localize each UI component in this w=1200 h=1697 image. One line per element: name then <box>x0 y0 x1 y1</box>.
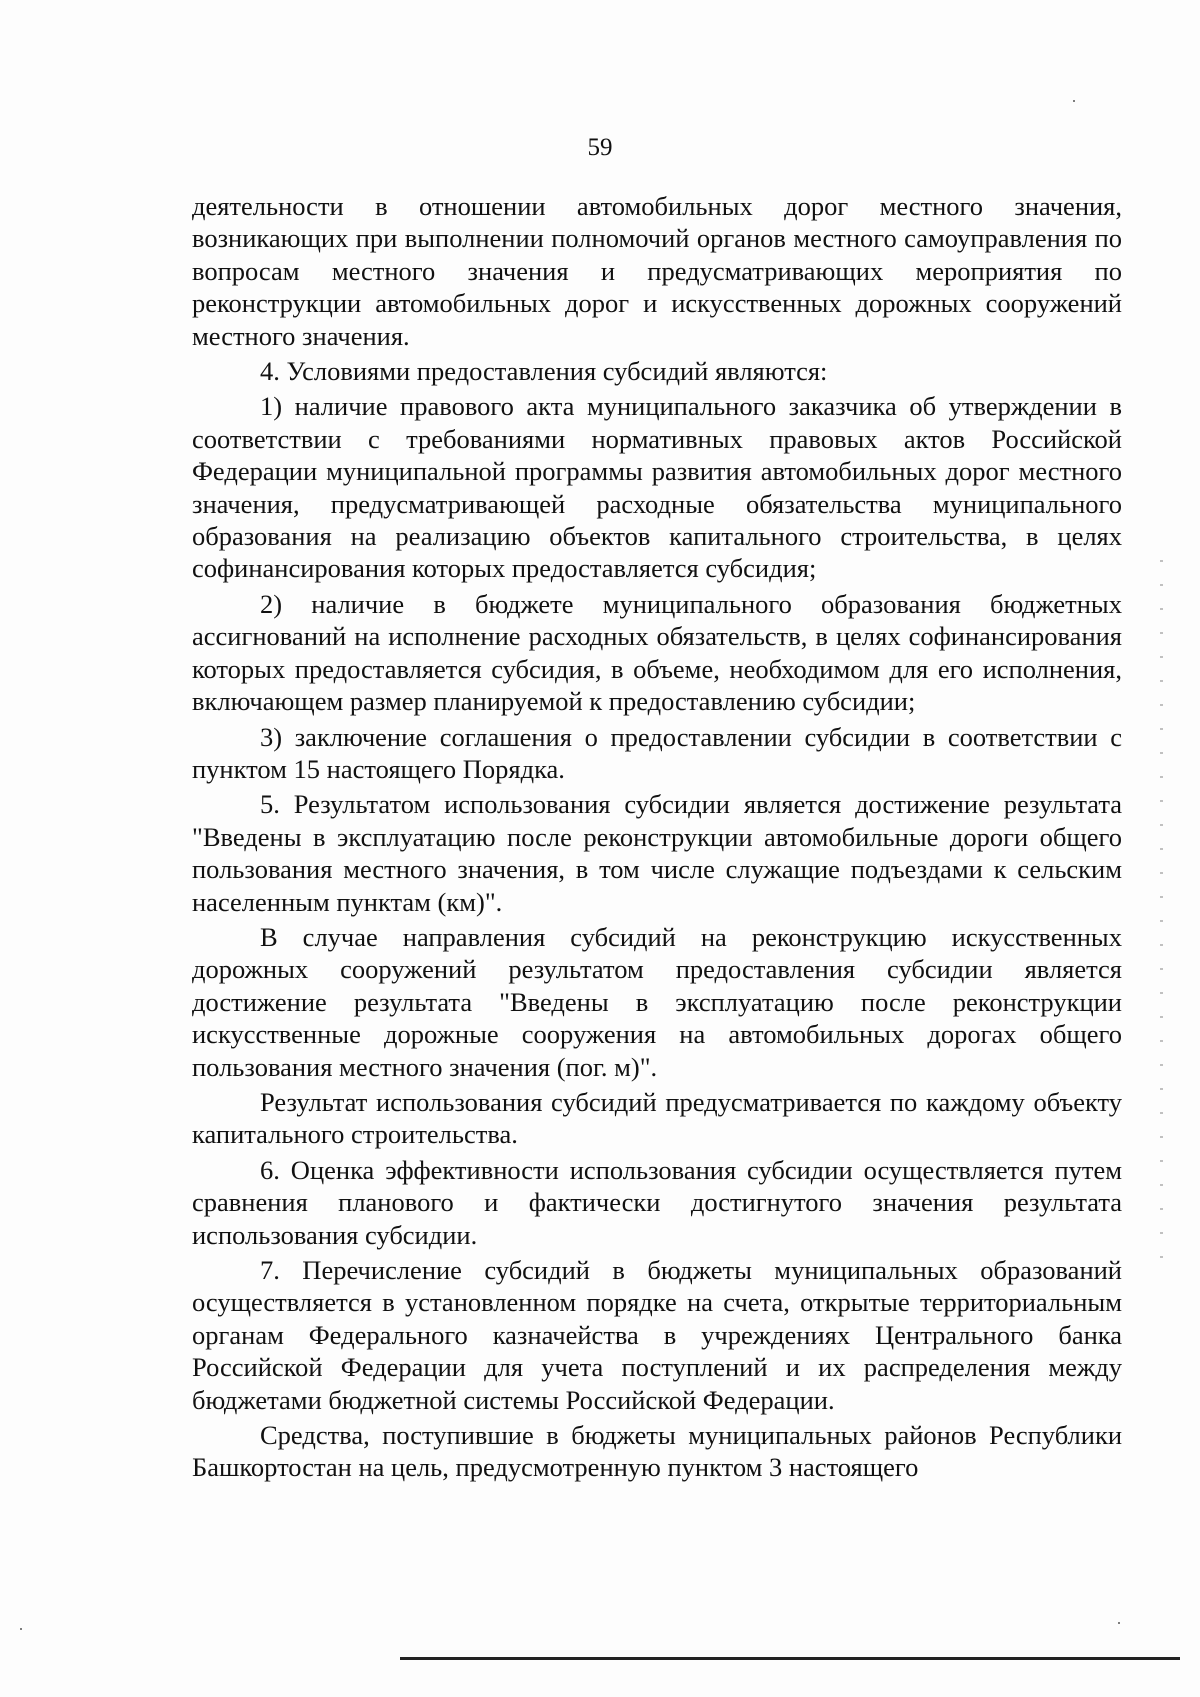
body-text <box>192 190 1122 1484</box>
paragraph: Средства, поступившие в бюджеты муниципальных районов Республики Башкортостан на цель, предусмотренную пунктом 3 настоящего <box>192 1420 1122 1483</box>
paragraph: 3) заключение соглашения о предоставлении субсидии в соответствии с пунктом 15 настоящего Порядка. <box>192 721 1122 784</box>
scan-speck <box>1073 100 1075 102</box>
paragraph: 5. Результатом использования субсидии является достижение результата "Введены в эксплуатацию после реконструкции автомобильные дороги общего пользования местного значения, в том числе служащие подъездами к сельским населенным пунктам (км)". <box>192 789 1122 917</box>
paragraph: 1) наличие правового акта муниципального заказчика об утверждении в соответствии с требованиями нормативных правовых актов Российской Федерации муниципальной программы развития автомобильных дорог местного значения, предусматривающей расходные обязательства муниципального образования на реализацию объектов капитального строительства, в целях софинансирования которых предоставляется субсидия; <box>192 391 1122 584</box>
paragraph: 6. Оценка эффективности использования субсидии осуществляется путем сравнения планового и фактически достигнутого значения результата использования субсидии. <box>192 1154 1122 1250</box>
paragraph: 7. Перечисление субсидий в бюджеты муниципальных образований осуществляется в установленном порядке на счета, открытые территориальным органам Федерального казначейства в учреждениях Центрального банка Российской Федерации для учета поступлений и их распределения между бюджетами бюджетной системы Российской Федерации. <box>192 1255 1122 1415</box>
paragraph: 2) наличие в бюджете муниципального образования бюджетных ассигнований на исполнение расходных обязательств, в целях софинансирования которых предоставляется субсидия, в объеме, необходимом для его исполнения, включающем размер планируемой к предоставлению субсидии; <box>192 588 1122 717</box>
scan-edge-marks <box>1160 560 1163 1260</box>
bottom-rule <box>400 1657 1180 1660</box>
paragraph: Результат использования субсидий предусматривается по каждому объекту капитального строительства. <box>192 1086 1122 1150</box>
page-number: 59 <box>587 134 613 161</box>
paragraph: 4. Условиями предоставления субсидий являются: <box>260 356 828 387</box>
paragraph: В случае направления субсидий на реконструкцию искусственных дорожных сооружений результатом предоставления субсидии является достижение результата "Введены в эксплуатацию после реконструкции искусственные дорожные сооружения на автомобильных дорогах общего пользования местного значения (пог. м)". <box>192 921 1122 1082</box>
scan-speck <box>20 1628 22 1630</box>
scan-speck <box>1118 1622 1120 1624</box>
paragraph: деятельности в отношении автомобильных дорог местного значения, возникающих при выполнении полномочий органов местного самоуправления по вопросам местного значения и предусматривающих мероприятия по реконструкции автомобильных дорог и искусственных дорожных сооружений местного значения. <box>192 191 1122 351</box>
